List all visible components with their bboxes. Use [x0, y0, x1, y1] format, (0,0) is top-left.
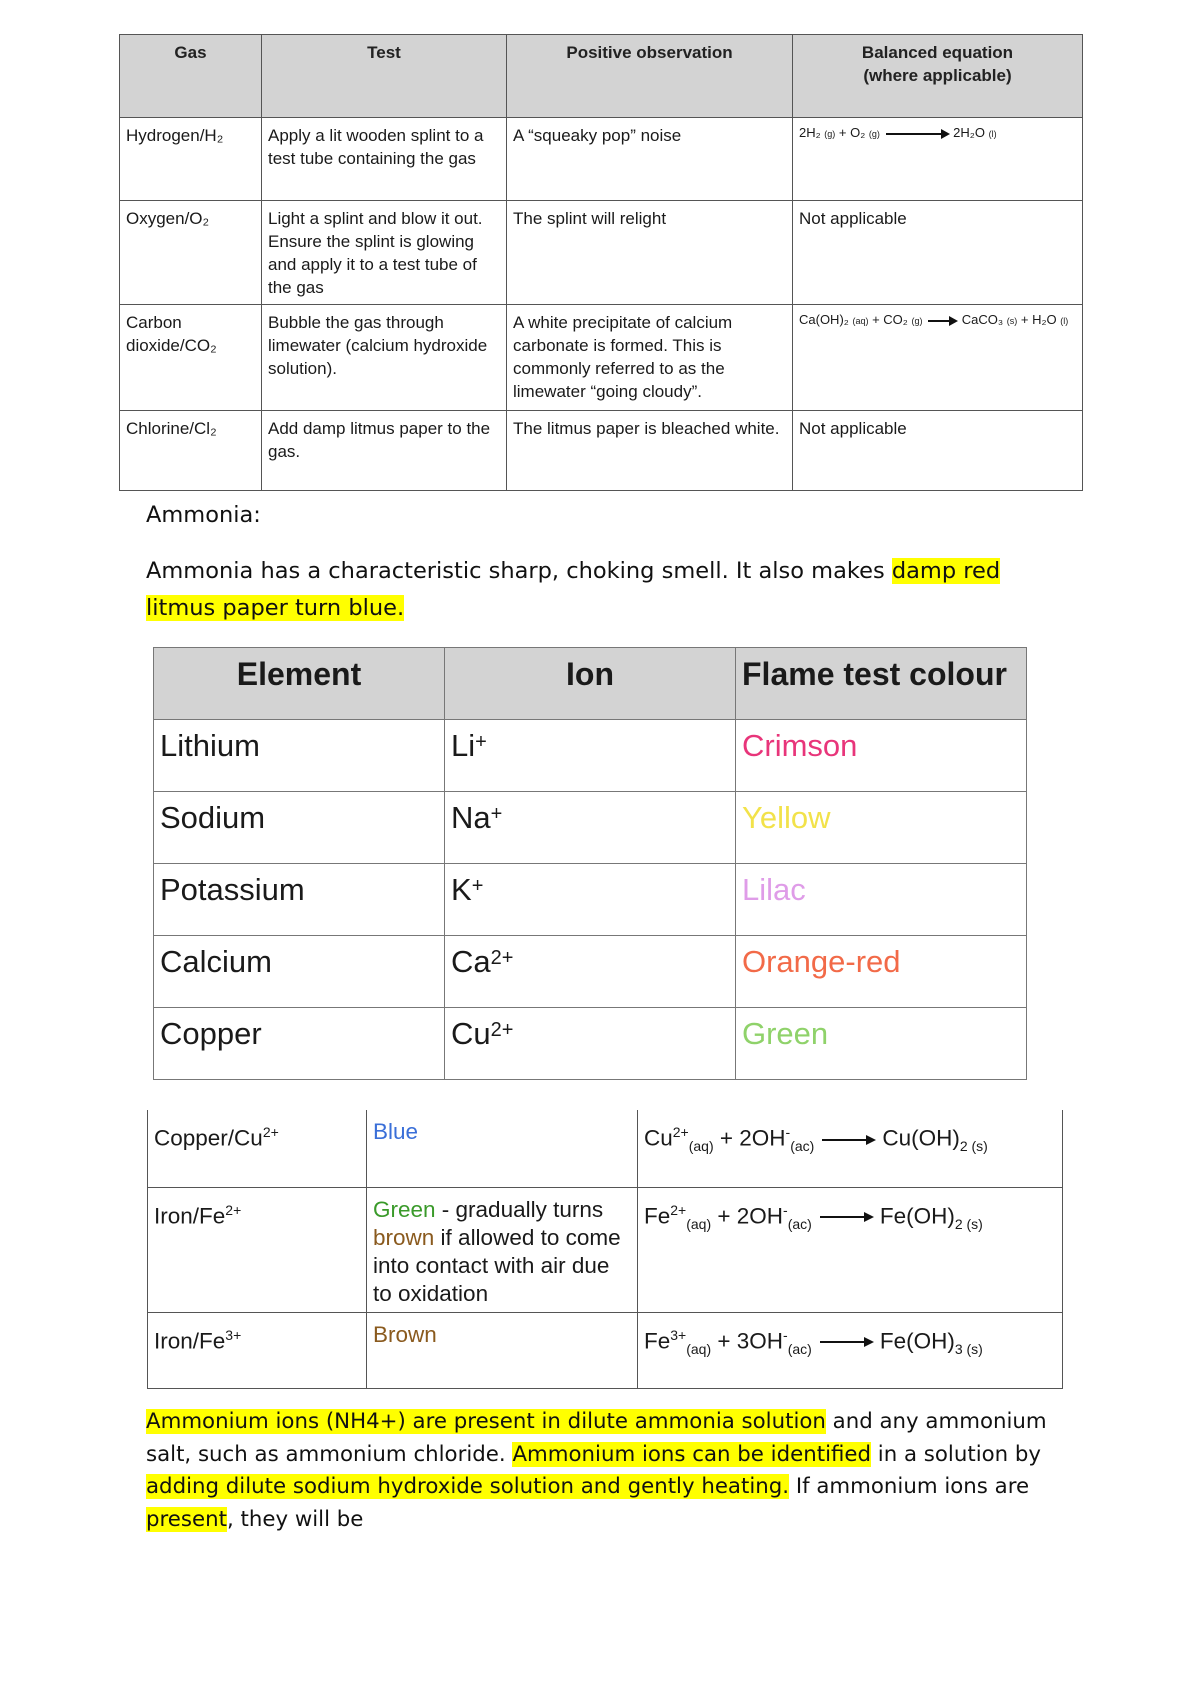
eq-state: (l): [1060, 316, 1069, 327]
colour-green: Green: [373, 1196, 436, 1222]
metal-ion: [148, 1187, 367, 1312]
ion-name: Iron/Fe: [154, 1203, 226, 1228]
gas-table-header-row: [120, 35, 1083, 118]
eq-term: + 2OH: [713, 1125, 786, 1151]
ammonium-text: , they will be: [226, 1506, 364, 1532]
flame-colour: Lilac: [736, 864, 1027, 936]
ammonium-highlight: adding dilute sodium hydroxide solution and gently heating.: [146, 1474, 790, 1499]
gas-name: Hydrogen/H₂: [120, 118, 262, 200]
flame-colour: Green: [736, 1008, 1027, 1080]
metal-ion: [148, 1312, 367, 1388]
gas-equation: Not applicable: [793, 200, 1083, 304]
eq-term: + 2OH: [711, 1203, 784, 1228]
ion-name: Copper/Cu: [154, 1125, 263, 1151]
eq-term: 2H₂O: [953, 125, 985, 141]
eq-term: Fe: [644, 1328, 671, 1353]
gas-test-table: [119, 34, 1083, 491]
gas-name: Oxygen/O₂: [120, 200, 262, 304]
ammonium-highlight: Ammonium ions can be identified: [512, 1441, 872, 1467]
eq-state: (g): [824, 129, 836, 140]
ammonium-highlight: present: [146, 1506, 227, 1532]
eq-charge: -: [783, 1326, 788, 1343]
ion-charge: +: [475, 731, 487, 753]
gas-test: Light a splint and blow it out. Ensure the splint is glowing and apply it to a test tube of the gas: [262, 200, 507, 304]
ammonium-text: If ammonium ions are: [789, 1474, 1030, 1499]
precipitate-equation: [638, 1312, 1063, 1388]
gas-observation: A “squeaky pop” noise: [507, 118, 793, 200]
ion-symbol: Ca: [451, 944, 491, 979]
eq-term: Fe: [644, 1203, 671, 1228]
ammonium-text: and any ammonium salt, such as ammonium chloride.: [146, 1409, 1047, 1467]
gas-name: Chlorine/Cl₂: [120, 410, 262, 490]
eq-charge: 3+: [670, 1326, 687, 1343]
ion-formula: [445, 720, 736, 792]
gas-observation: The splint will relight: [507, 200, 793, 304]
reaction-arrow-icon: [820, 1341, 872, 1343]
gas-row-carbon-dioxide: [120, 305, 1083, 410]
eq-state: 3 (s): [954, 1340, 983, 1357]
gas-equation: [793, 118, 1083, 200]
element-name: Sodium: [154, 792, 445, 864]
gas-name: [120, 305, 262, 410]
gas-row-oxygen: [120, 200, 1083, 304]
ion-charge: 2+: [490, 1019, 514, 1041]
eq-charge: -: [785, 1124, 791, 1140]
element-name: Calcium: [154, 936, 445, 1008]
element-name: Lithium: [154, 720, 445, 792]
ion-symbol: Li: [451, 728, 476, 763]
flame-table-header-row: [154, 648, 1027, 720]
eq-term: CaCO₃: [961, 312, 1004, 328]
gas-test: Add damp litmus paper to the gas.: [262, 410, 507, 490]
ion-charge: 2+: [262, 1124, 279, 1140]
header-ion: Ion: [445, 648, 736, 720]
header-test: Test: [262, 35, 507, 118]
ion-name: Iron/Fe: [154, 1328, 226, 1353]
header-observation: Positive observation: [507, 35, 793, 118]
colour-text: if allowed to come into contact with air due to oxidation: [373, 1224, 621, 1306]
eq-state: (ac): [787, 1340, 812, 1357]
precipitate-colour: Blue: [367, 1110, 638, 1187]
flame-row: [154, 936, 1027, 1008]
ammonia-highlight: damp red litmus paper turn blue.: [146, 558, 1001, 621]
flame-test-table: [153, 647, 1027, 1080]
reaction-arrow-icon: [822, 1139, 874, 1141]
gas-observation: A white precipitate of calcium carbonate is formed. This is commonly referred to as the limewater “going cloudy”.: [507, 305, 793, 410]
eq-term: 2H₂: [799, 125, 821, 141]
reaction-arrow-icon: [928, 320, 956, 322]
ion-charge: +: [490, 803, 503, 825]
ion-symbol: Na: [451, 800, 491, 835]
precipitate-equation: [638, 1110, 1063, 1187]
element-name: Potassium: [154, 864, 445, 936]
ammonium-highlight: Ammonium ions (NH4+) are present in dilute ammonia solution: [146, 1409, 826, 1434]
flame-colour: Crimson: [736, 720, 1027, 792]
ammonia-heading: Ammonia:: [146, 502, 261, 528]
eq-term: Cu(OH): [882, 1125, 960, 1151]
gas-name-line2: dioxide/CO₂: [126, 336, 217, 356]
ion-charge: 3+: [225, 1326, 242, 1343]
eq-term: + 3OH: [711, 1328, 784, 1353]
eq-state: (ac): [790, 1138, 815, 1154]
eq-state: (aq): [686, 1340, 712, 1357]
eq-state: 2 (s): [954, 1215, 983, 1232]
eq-term: Cu: [644, 1125, 673, 1151]
ion-charge: 2+: [490, 947, 514, 969]
eq-state: (aq): [688, 1138, 714, 1154]
eq-state: (aq): [686, 1215, 712, 1232]
flame-row: [154, 1008, 1027, 1080]
ion-symbol: K: [451, 872, 472, 907]
flame-colour: Orange-red: [736, 936, 1027, 1008]
flame-row: [154, 792, 1027, 864]
eq-term: + CO₂: [872, 312, 908, 328]
ion-charge: 2+: [225, 1201, 242, 1218]
gas-test: Bubble the gas through limewater (calcium hydroxide solution).: [262, 305, 507, 410]
eq-state: (s): [1006, 316, 1018, 327]
reaction-arrow-icon: [886, 133, 948, 135]
header-equation: [793, 35, 1083, 118]
header-equation-line2: (where applicable): [863, 66, 1012, 85]
ammonium-paragraph: [146, 1406, 1086, 1536]
gas-row-hydrogen: [120, 118, 1083, 200]
precipitate-colour: [367, 1187, 638, 1312]
ion-formula: [445, 792, 736, 864]
hydroxide-precipitate-table: [147, 1110, 1063, 1389]
eq-term: Ca(OH)₂: [799, 312, 849, 328]
eq-term: + O₂: [838, 125, 866, 141]
eq-state: (aq): [852, 316, 869, 327]
colour-text: - gradually turns: [435, 1196, 604, 1222]
gas-equation: Not applicable: [793, 410, 1083, 490]
header-element: Element: [154, 648, 445, 720]
precipitate-colour: Brown: [367, 1312, 638, 1388]
eq-state: (g): [911, 316, 923, 327]
gas-equation: [793, 305, 1083, 410]
eq-state: (g): [868, 129, 880, 140]
metal-ion: [148, 1110, 367, 1187]
ion-charge: +: [471, 875, 484, 897]
header-equation-line1: Balanced equation: [861, 43, 1014, 62]
flame-row: [154, 864, 1027, 936]
eq-charge: 2+: [672, 1124, 689, 1140]
eq-state: (l): [988, 129, 997, 140]
flame-row: [154, 720, 1027, 792]
ion-formula: [445, 864, 736, 936]
ion-formula: [445, 1008, 736, 1080]
precipitate-row: [148, 1110, 1063, 1187]
precipitate-row: [148, 1312, 1063, 1388]
gas-row-chlorine: [120, 410, 1083, 490]
header-flame-colour: Flame test colour: [736, 648, 1027, 720]
reaction-arrow-icon: [820, 1216, 872, 1218]
eq-charge: 2+: [670, 1201, 687, 1218]
eq-charge: -: [783, 1201, 788, 1218]
gas-observation: The litmus paper is bleached white.: [507, 410, 793, 490]
eq-state: 2 (s): [959, 1138, 988, 1154]
gas-name-line1: Carbon: [126, 313, 182, 333]
ammonia-paragraph: [146, 553, 1046, 627]
gas-test: Apply a lit wooden splint to a test tube containing the gas: [262, 118, 507, 200]
precipitate-row: [148, 1187, 1063, 1312]
eq-state: (ac): [787, 1215, 812, 1232]
element-name: Copper: [154, 1008, 445, 1080]
ion-formula: [445, 936, 736, 1008]
flame-colour: Yellow: [736, 792, 1027, 864]
eq-term: + H₂O: [1020, 312, 1057, 328]
eq-term: Fe(OH): [879, 1203, 955, 1228]
colour-brown: brown: [373, 1224, 435, 1250]
header-gas: Gas: [120, 35, 262, 118]
precipitate-equation: [638, 1187, 1063, 1312]
ammonia-text: Ammonia has a characteristic sharp, choking smell. It also makes: [146, 558, 892, 584]
eq-term: Fe(OH): [879, 1328, 955, 1353]
ion-symbol: Cu: [451, 1016, 491, 1051]
ammonium-text: in a solution by: [871, 1441, 1042, 1467]
